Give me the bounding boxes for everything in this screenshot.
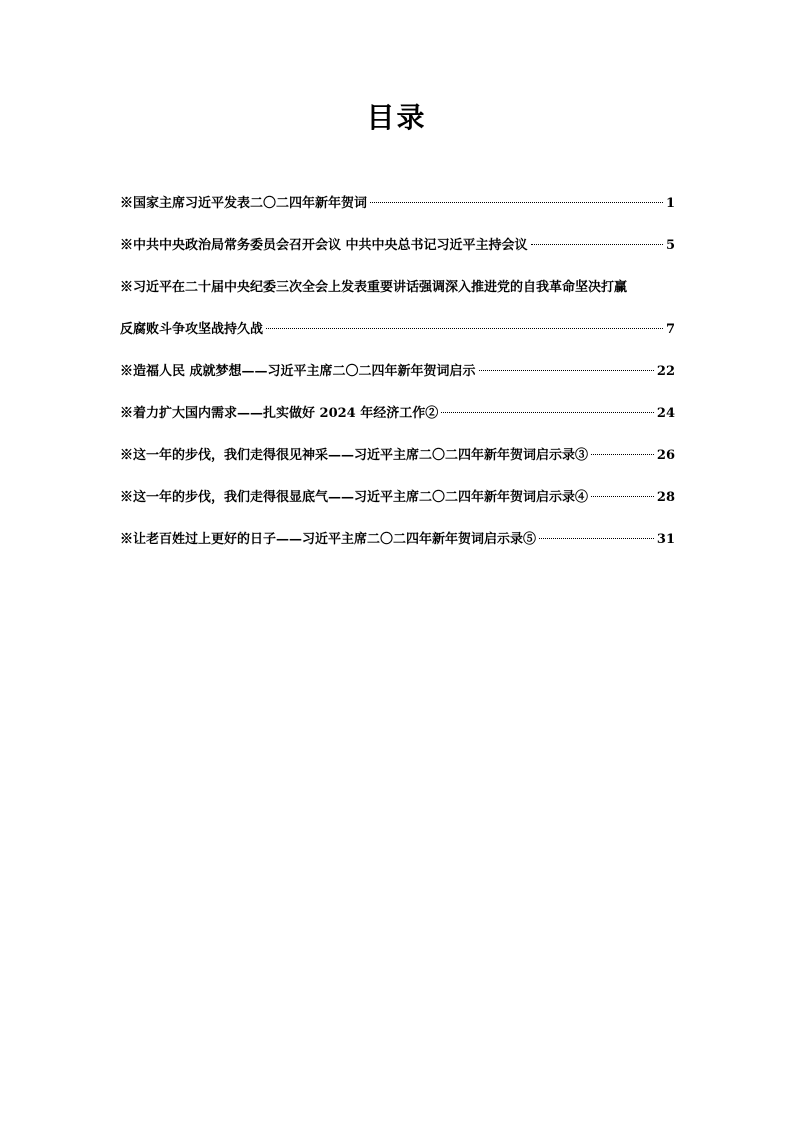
toc-entry[interactable]	[120, 183, 675, 225]
toc-entry[interactable]	[120, 435, 675, 477]
toc-entry-title: ※这一年的步伐，我们走得很见神采——习近平主席二〇二四年新年贺词启示录③	[120, 448, 589, 463]
toc-entry-page: 28	[656, 490, 675, 505]
toc-entry-title: ※造福人民 成就梦想——习近平主席二〇二四年新年贺词启示	[120, 364, 476, 379]
toc-entry-page: 5	[665, 238, 675, 253]
toc-entry-title: ※让老百姓过上更好的日子——习近平主席二〇二四年新年贺词启示录⑤	[120, 532, 537, 547]
toc-entry-page: 22	[656, 364, 675, 379]
dot-leader	[539, 538, 654, 539]
dot-leader	[591, 496, 654, 497]
toc-entry-page: 24	[656, 406, 675, 421]
toc-entry[interactable]	[120, 519, 675, 561]
dot-leader	[266, 328, 663, 329]
toc-entry-title: ※着力扩大国内需求——扎实做好 2024 年经济工作②	[120, 406, 439, 421]
dot-leader	[531, 244, 663, 245]
dot-leader	[370, 202, 663, 203]
page-title: 目录	[366, 101, 427, 134]
toc-entry[interactable]	[120, 225, 675, 267]
toc-entry-page: 26	[656, 448, 675, 463]
dot-leader	[441, 412, 654, 413]
toc-entry-title: 反腐败斗争攻坚战持久战	[120, 322, 264, 337]
toc-entry-title-line1: ※习近平在二十届中央纪委三次全会上发表重要讲话强调深入推进党的自我革命坚决打赢	[120, 280, 628, 295]
toc-entry-page: 7	[665, 322, 675, 337]
dot-leader	[591, 454, 654, 455]
toc-entry[interactable]	[120, 351, 675, 393]
toc-entry[interactable]	[120, 393, 675, 435]
toc-entry-page: 1	[665, 196, 675, 211]
toc-entry[interactable]	[120, 477, 675, 519]
table-of-contents	[120, 183, 675, 561]
dot-leader	[479, 370, 654, 371]
toc-entry-title: ※中共中央政治局常务委员会召开会议 中共中央总书记习近平主持会议	[120, 238, 528, 253]
toc-entry-title: ※这一年的步伐，我们走得很显底气——习近平主席二〇二四年新年贺词启示录④	[120, 490, 589, 505]
toc-entry-page: 31	[656, 532, 675, 547]
toc-entry[interactable]	[120, 267, 675, 351]
toc-entry-title: ※国家主席习近平发表二〇二四年新年贺词	[120, 196, 368, 211]
